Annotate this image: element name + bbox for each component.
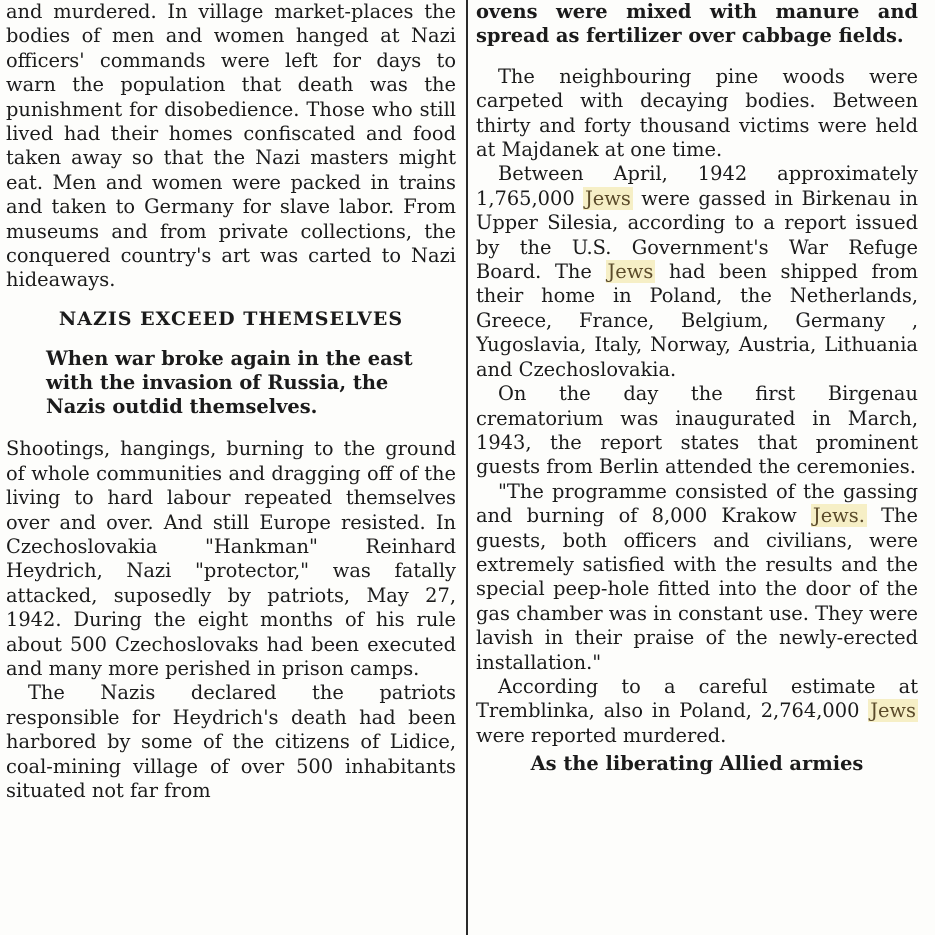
right-paragraph-3: [476, 162, 918, 382]
text-span: Between April, 1942 approximately 1,765,000: [476, 162, 918, 210]
section-heading: NAZIS EXCEED THEMSELVES: [58, 307, 404, 330]
left-paragraph-3: The Nazis declared the patriots responsible for Heydrich's death had been harbored by some of the citizens of Lidice, coal-mining village of over 500 inhabitants situated not far from: [6, 681, 456, 802]
right-paragraph-7: As the liberating Allied armies: [530, 752, 864, 776]
right-paragraph-5: [476, 480, 918, 675]
text-span: were reported murdered.: [476, 723, 727, 747]
highlight-jews: Jews.: [812, 504, 865, 528]
text-span: The guests, both officers and civilians, were extremely satisfied with the results and the special peep-hole fitted into the door of the gas chamber was in constant use. They were lavish in their praise of the newly-erected installation.": [476, 504, 918, 674]
section-deck: When war broke again in the east with the invasion of Russia, the Nazis outdid themselves.: [46, 347, 413, 419]
right-paragraph-1: ovens were mixed with manure and spread as fertilizer over cabbage fields.: [476, 0, 918, 48]
right-paragraph-6: [476, 675, 918, 748]
text-span: had been shipped from their home in Poland, the Netherlands, Greece, France, Belgium, Germany , Yugoslavia, Italy, Norway, Austria, Lithuania and Czechoslovakia.: [476, 260, 918, 381]
highlight-jews: Jews: [607, 260, 654, 284]
text-span: According to a careful estimate at Tremblinka, also in Poland, 2,764,000: [476, 674, 918, 723]
left-paragraph-2: Shootings, hangings, burning to the ground of whole communities and dragging off of the living to hard labour repeated themselves over and over. And still Europe resisted. In Czechoslovakia "Hankman" Reinhard Heydrich, Nazi "protector," was fatally attacked, suposedly by patriots, May 27, 1942. During the eight months of his rule about 500 Czechoslovaks had been executed and many more perished in prison camps.: [6, 437, 456, 680]
text-span: were gassed in Birkenau in Upper Silesia, according to a report issued by the U.S. Government's War Refuge Board. The: [476, 186, 918, 284]
right-column: [476, 0, 918, 935]
right-paragraph-2: The neighbouring pine woods were carpeted with decaying bodies. Between thirty and forty thousand victims were held at Majdanek at one time.: [476, 64, 918, 162]
left-paragraph-1: and murdered. In village market-places the bodies of men and women hanged at Nazi officers' commands were left for days to warn the population that death was the punishment for disobedience. Those who still lived had their homes confiscated and food taken away so that the Nazi masters might eat. Men and women were packed in trains and taken to Germany for slave labor. From museums and from private collections, the conquered country's art was carted to Nazi hideaways.: [6, 0, 456, 292]
text-span: "The programme consisted of the gassing and burning of 8,000 Krakow: [476, 479, 918, 528]
highlight-jews: Jews: [870, 699, 916, 723]
highlight-jews: Jews: [585, 186, 631, 210]
left-column: [6, 0, 456, 935]
column-divider: [466, 0, 468, 935]
right-paragraph-4: On the day the first Birgenau crematorium was inaugurated in March, 1943, the report states that prominent guests from Berlin attended the ceremonies.: [476, 382, 918, 479]
